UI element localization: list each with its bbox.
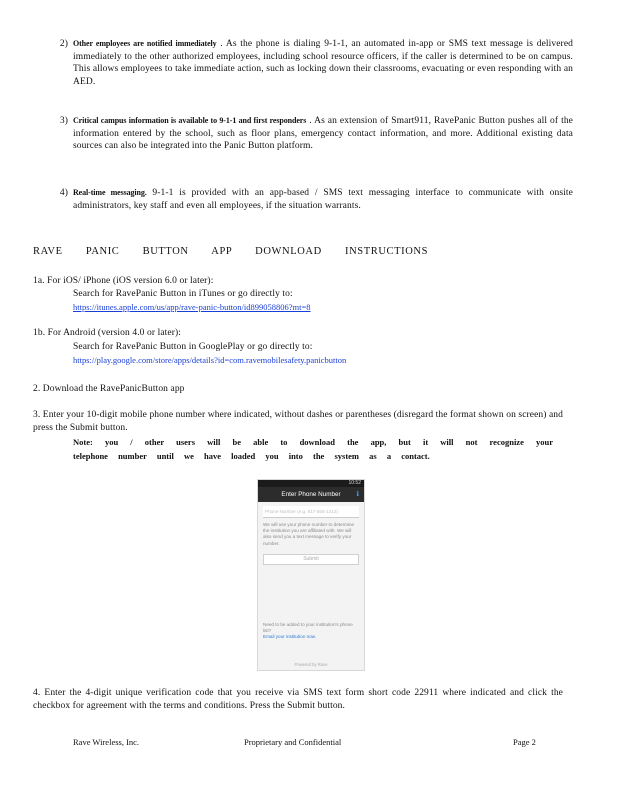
phone-need-label: Need to be added to your institution's phone list? bbox=[263, 622, 353, 633]
email-institution-link[interactable]: Email your institution now. bbox=[263, 634, 317, 639]
step-4: 4. Enter the 4-digit unique verification code that you receive via SMS text form short code 22911 where indicated and click the checkbox for agreement with the terms and conditions. Press the Submit button. bbox=[33, 688, 563, 711]
step-1a-label: 1a. For iOS/ iPhone (iOS version 6.0 or later): bbox=[33, 276, 214, 286]
phone-title: Enter Phone Number bbox=[281, 491, 341, 498]
step-2: 2. Download the RavePanicButton app bbox=[33, 384, 185, 394]
phone-number-input[interactable]: Phone Number (e.g. 617-555-1212) bbox=[263, 506, 359, 518]
footer-company: Rave Wireless, Inc. bbox=[73, 737, 140, 747]
list-item bbox=[73, 187, 573, 212]
phone-message: We will use your phone number to determine the institution you are affiliated with. We will also send you a text message to verify your number. bbox=[263, 522, 355, 546]
item-text: . As the phone is dialing 9-1-1, an automated in-app or SMS text message is delivered immediately to the other authorized employees, including school resource officers, if the caller is determined to be on campus. This allows employees to take immediate action, such as locking down their classrooms, evacuating or even responding with an AED. bbox=[73, 39, 573, 87]
footer-page-number: Page 2 bbox=[513, 737, 536, 747]
item-number: 3) bbox=[59, 116, 68, 126]
step-1b-instruction: Search for RavePanic Button in GooglePlay or go directly to: bbox=[73, 342, 313, 352]
step-1b-label: 1b. For Android (version 4.0 or later): bbox=[33, 328, 181, 338]
info-icon[interactable]: ℹ bbox=[356, 491, 359, 498]
google-play-link[interactable]: https://play.google.com/store/apps/details?id=com.ravemobilesafety.panicbutton bbox=[73, 355, 347, 365]
item-number: 4) bbox=[59, 188, 68, 198]
phone-title-bar bbox=[258, 487, 364, 502]
step-3-note: Note: you / other users will be able to download the app, but it will not recognize your telephone number until we have loaded you into the system as a contact. bbox=[73, 437, 553, 461]
item-text: . As an extension of Smart911, RavePanic Button pushes all of the information entered by the school, such as floor plans, emergency contact information, and more. Additional existing data sources can also be integrated into the Panic Button platform. bbox=[73, 116, 573, 151]
phone-powered-by: Powered by Rave bbox=[294, 662, 328, 667]
section-heading: RAVE PANIC BUTTON APP DOWNLOAD INSTRUCTIONS bbox=[33, 246, 429, 257]
item-lead: Other employees are notified immediately bbox=[73, 39, 217, 48]
itunes-link[interactable]: https://itunes.apple.com/us/app/rave-panic-button/id899058806?mt=8 bbox=[73, 302, 311, 312]
item-text: 9-1-1 is provided with an app-based / SMS text messaging interface to communicate with onsite administrators, key staff and even all employees, if the situation warrants. bbox=[73, 188, 573, 211]
step-3: 3. Enter your 10-digit mobile phone number where indicated, without dashes or parentheses (disregard the format shown on screen) and press the Submit button. bbox=[33, 410, 564, 433]
item-lead: Critical campus information is available to 9-1-1 and first responders bbox=[73, 116, 307, 125]
list-item bbox=[73, 38, 573, 88]
item-lead: Real-time messaging. bbox=[73, 188, 147, 197]
phone-status-time: 10:52 bbox=[348, 480, 361, 486]
phone-need-text bbox=[263, 622, 359, 640]
phone-submit-button[interactable]: Submit bbox=[263, 554, 359, 565]
item-number: 2) bbox=[59, 39, 68, 49]
list-item bbox=[73, 115, 573, 153]
phone-screenshot bbox=[257, 479, 365, 671]
phone-status-bar bbox=[258, 480, 364, 487]
step-1a-instruction: Search for RavePanic Button in iTunes or go directly to: bbox=[73, 289, 293, 299]
footer-confidential: Proprietary and Confidential bbox=[244, 737, 342, 747]
